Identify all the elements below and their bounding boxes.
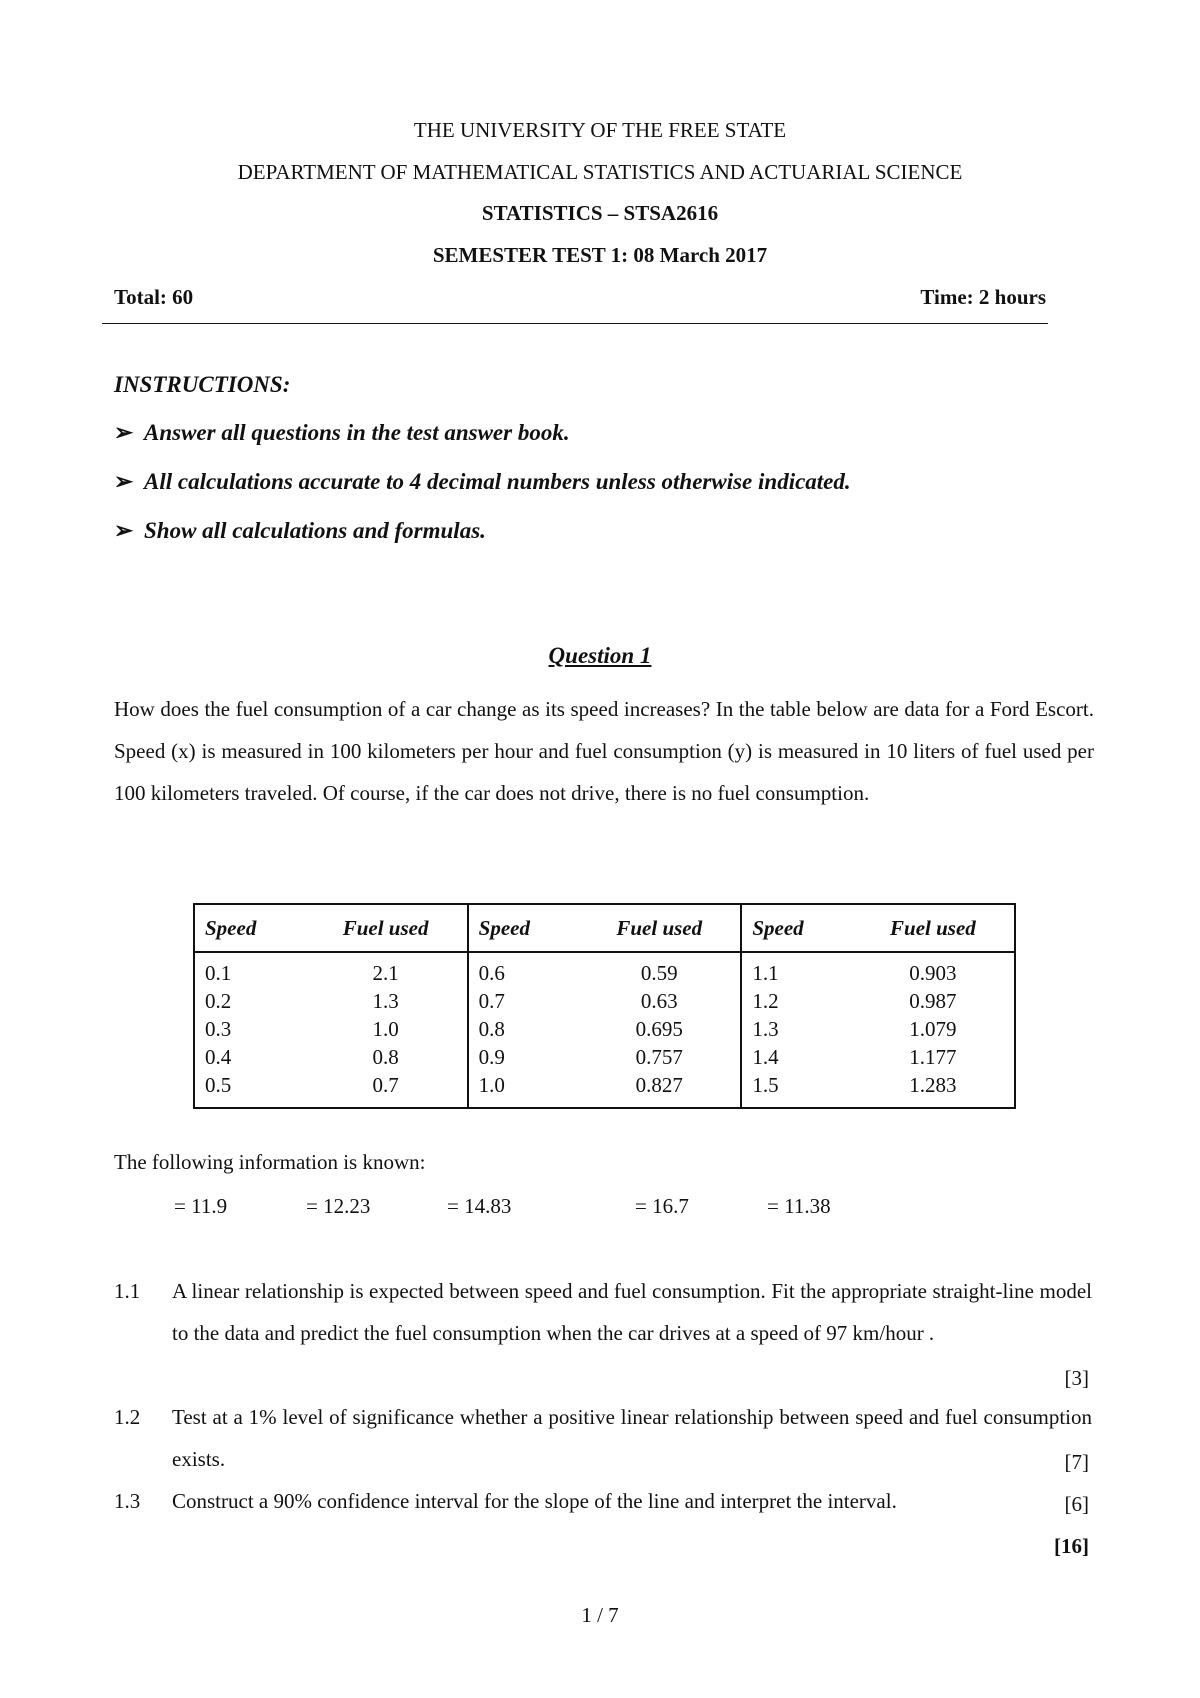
question-intro: How does the fuel consumption of a car change as its speed increases? In the table below are data for a Ford Escort. Speed (x) is measured in 100 kilometers per hour and fuel consumption (y) is measured in 10 liters of fuel used per 100 kilometers traveled. Of course, if the car does not drive, there is no fuel consumption. [114, 697, 1094, 805]
subquestion-number: 1.2 [114, 1405, 141, 1429]
subquestion-marks: [6] [1064, 1492, 1089, 1516]
question-title: Question 1 [548, 643, 652, 668]
table-cell: 1.3 [372, 989, 399, 1013]
column-header: Fuel used [852, 904, 1015, 952]
table-cell: 0.4 [205, 1045, 232, 1069]
data-table [193, 903, 1016, 1109]
known-info-label: The following information is known: [114, 1150, 426, 1174]
table-cell: 0.63 [640, 989, 678, 1013]
department-title: DEPARTMENT OF MATHEMATICAL STATISTICS AND ACTUARIAL SCIENCE [237, 160, 963, 184]
known-value: = 11.9 [174, 1194, 228, 1218]
subquestion-number: 1.1 [114, 1279, 141, 1303]
column-header: Fuel used [305, 904, 468, 952]
known-value: = 14.83 [447, 1194, 512, 1218]
arrow-bullet-icon: ➢ [114, 518, 134, 543]
table-cell: 0.1 [205, 961, 232, 985]
total-marks: Total: 60 [114, 285, 194, 309]
table-cell: 0.8 [468, 1015, 579, 1043]
table-cell: 0.7 [468, 987, 579, 1015]
subquestion-text: Construct a 90% confidence interval for the slope of the line and interpret the interval. [172, 1489, 897, 1513]
table-cell: 1.1 [741, 952, 852, 987]
page-number: 1 / 7 [581, 1603, 619, 1627]
subquestion-marks: [3] [1064, 1366, 1089, 1390]
subquestion-marks: [7] [1064, 1450, 1089, 1474]
instruction-item: ➢ Show all calculations and formulas. [114, 518, 486, 543]
table-cell: 0.987 [909, 989, 957, 1013]
table-cell: 0.695 [635, 1017, 683, 1041]
table-cell: 0.7 [372, 1073, 399, 1097]
instructions-title: INSTRUCTIONS: [114, 372, 291, 397]
subquestion-number: 1.3 [114, 1489, 141, 1513]
test-title: SEMESTER TEST 1: 08 March 2017 [432, 243, 768, 267]
known-value: = 16.7 [635, 1194, 689, 1218]
table-cell: 0.757 [635, 1045, 683, 1069]
column-header: Speed [194, 904, 305, 952]
known-value: = 12.23 [306, 1194, 371, 1218]
table-cell: 0.3 [205, 1017, 232, 1041]
column-header: Speed [741, 904, 852, 952]
table-row [194, 1043, 1015, 1071]
table-cell: 2.1 [372, 961, 399, 985]
instruction-item: ➢ Answer all questions in the test answer book. [114, 420, 570, 445]
header-rule [102, 323, 1048, 324]
arrow-bullet-icon: ➢ [114, 420, 134, 445]
known-value: = 11.38 [767, 1194, 831, 1218]
column-header: Speed [468, 904, 579, 952]
table-header-row [194, 904, 1015, 952]
table-cell: 0.2 [205, 989, 232, 1013]
table-cell: 1.3 [741, 1015, 852, 1043]
table-cell: 0.903 [909, 961, 957, 985]
table-row [194, 1071, 1015, 1108]
question-total-marks: [16] [1054, 1534, 1089, 1558]
table-cell: 1.4 [741, 1043, 852, 1071]
table-row [194, 1015, 1015, 1043]
table-cell: 1.2 [741, 987, 852, 1015]
subquestion-text: Test at a 1% level of significance whether a positive linear relationship between speed and fuel consumption exists. [172, 1405, 1092, 1471]
table-cell: 1.177 [909, 1045, 957, 1069]
table-cell: 0.827 [635, 1073, 683, 1097]
table-cell: 0.6 [468, 952, 579, 987]
table-cell: 0.9 [468, 1043, 579, 1071]
column-header: Fuel used [578, 904, 741, 952]
university-title: THE UNIVERSITY OF THE FREE STATE [413, 118, 787, 142]
table-cell: 0.59 [640, 961, 678, 985]
arrow-bullet-icon: ➢ [114, 469, 134, 494]
table-cell: 0.8 [372, 1045, 399, 1069]
time-allowed: Time: 2 hours [920, 285, 1046, 309]
table-cell: 1.079 [909, 1017, 957, 1041]
instruction-item: ➢ All calculations accurate to 4 decimal numbers unless otherwise indicated. [114, 469, 851, 494]
table-cell: 1.283 [909, 1073, 957, 1097]
course-title: STATISTICS – STSA2616 [481, 201, 719, 225]
table-cell: 1.5 [741, 1071, 852, 1108]
table-cell: 1.0 [372, 1017, 399, 1041]
table-cell: 1.0 [468, 1071, 579, 1108]
subquestion-text: A linear relationship is expected between speed and fuel consumption. Fit the appropriate straight-line model to the data and predict the fuel consumption when the car drives at a speed of 97 km/hour . [172, 1279, 1092, 1345]
table-cell: 0.5 [205, 1073, 232, 1097]
table-row [194, 952, 1015, 987]
table-row [194, 987, 1015, 1015]
